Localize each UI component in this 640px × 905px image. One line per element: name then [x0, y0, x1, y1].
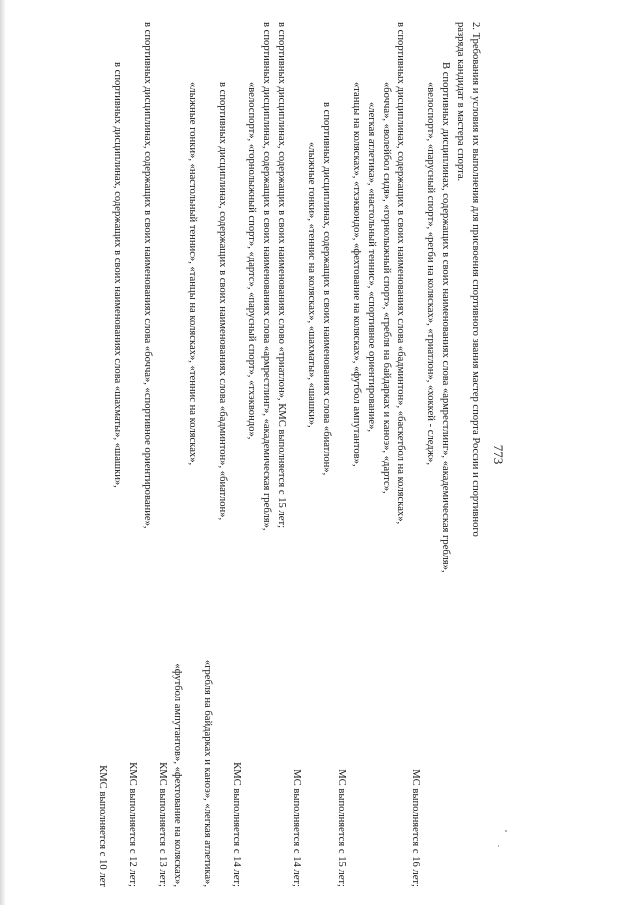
- paragraph-block-6: [154, 22, 229, 887]
- paragraph-line: «легкая атлетика», «настольный теннис», «спортивное ориентирование»,: [365, 102, 377, 433]
- paragraph-block-3: [288, 22, 333, 887]
- page-number: 773: [491, 444, 506, 465]
- paragraph-block-7: [124, 22, 154, 887]
- paragraph-line: «бочча», «волейбол сидя», «горнолыжный спорт», «гребля на байдарках и каноэ», «дартс»,: [380, 82, 392, 494]
- paragraph-line: в спортивных дисциплинах, содержащих в своих наименованиях слова «шахматы», «шашки»,: [112, 62, 124, 488]
- paragraph-block-1: [407, 22, 452, 887]
- paragraph-line: в спортивных дисциплинах, содержащих в своих наименованиях слова «армрестлинг», «академическая гребля»,: [261, 22, 273, 531]
- age-requirement: МС выполняется с 16 лет;: [410, 769, 422, 887]
- paragraph-line: в спортивных дисциплинах, содержащих в своих наименованиях слова «бочча», «спортивное ориентирование»,: [142, 22, 154, 529]
- age-requirement: МС выполняется с 14 лет;: [291, 769, 303, 887]
- age-requirement: МС выполняется с 15 лет;: [335, 769, 347, 887]
- document-body: [94, 22, 482, 887]
- age-requirement: КМС выполняется с 14 лет;: [231, 762, 243, 887]
- paragraph-line: в спортивных дисциплинах, содержащих в своих наименованиях слова «биатлон»,: [320, 102, 332, 476]
- age-requirement: КМС выполняется с 13 лет;: [156, 762, 168, 887]
- paragraph-line: в спортивных дисциплинах, содержащих в своих наименованиях слово «триатлон», КМС выполняется с 15 лет;: [276, 22, 288, 529]
- paragraph-line: «футбол ампутантов», «фехтование на колясках»,: [171, 663, 183, 887]
- scan-edge-shadow: [0, 0, 6, 905]
- paragraph-line: в спортивных дисциплинах, содержащих в своих наименованиях слова «бадминтон», «баскетбол на колясках»,: [395, 22, 407, 525]
- paragraph-block-2: [333, 22, 408, 887]
- age-requirement: КМС выполняется с 12 лет;: [127, 762, 139, 887]
- section-heading-line-2: разряда кандидат в мастера спорта.: [455, 22, 467, 182]
- section-heading-line-1: 2. Требования и условия их выполнения для присвоения спортивного звания мастер спорта России и спортивного: [470, 22, 481, 537]
- scan-speck: [505, 830, 507, 832]
- paragraph-line: «танцы на колясках», «тхэквондо», «фехтование на колясках», «футбол ампутантов»,: [350, 82, 362, 467]
- paragraph-line: В спортивных дисциплинах, содержащих в своих наименованиях слова «армрестлинг», «академическая гребля»,: [440, 62, 452, 573]
- paragraph-line: «лыжные гонки», «теннис на колясках», «шахматы», «шашки»,: [306, 142, 318, 428]
- paragraph-line: «гребля на байдарках и каноэ», «легкая атлетика»,: [201, 659, 213, 887]
- scan-speck: [498, 845, 499, 847]
- paragraph-line: «велоспорт», «горнолыжный спорт», «дартс», «парусный спорт», «тхэквондо»,: [246, 82, 258, 440]
- age-requirement: КМС выполняется с 10 лет: [97, 765, 109, 887]
- paragraph-block-4: [273, 22, 288, 887]
- paragraph-block-5: [229, 22, 274, 887]
- paragraph-line: «велоспорт», «парусный спорт», «регби на колясках», «триатлон», «хоккей - следж»,: [425, 82, 437, 465]
- document-page: [46, 22, 506, 887]
- paragraph-block-8: [94, 22, 124, 887]
- paragraph-line: в спортивных дисциплинах, содержащих в своих наименованиях слова «бадминтон», «биатлон»,: [216, 82, 228, 521]
- paragraph-line: «лыжные гонки», «настольный теннис», «танцы на колясках», «теннис на колясках»,: [186, 82, 198, 466]
